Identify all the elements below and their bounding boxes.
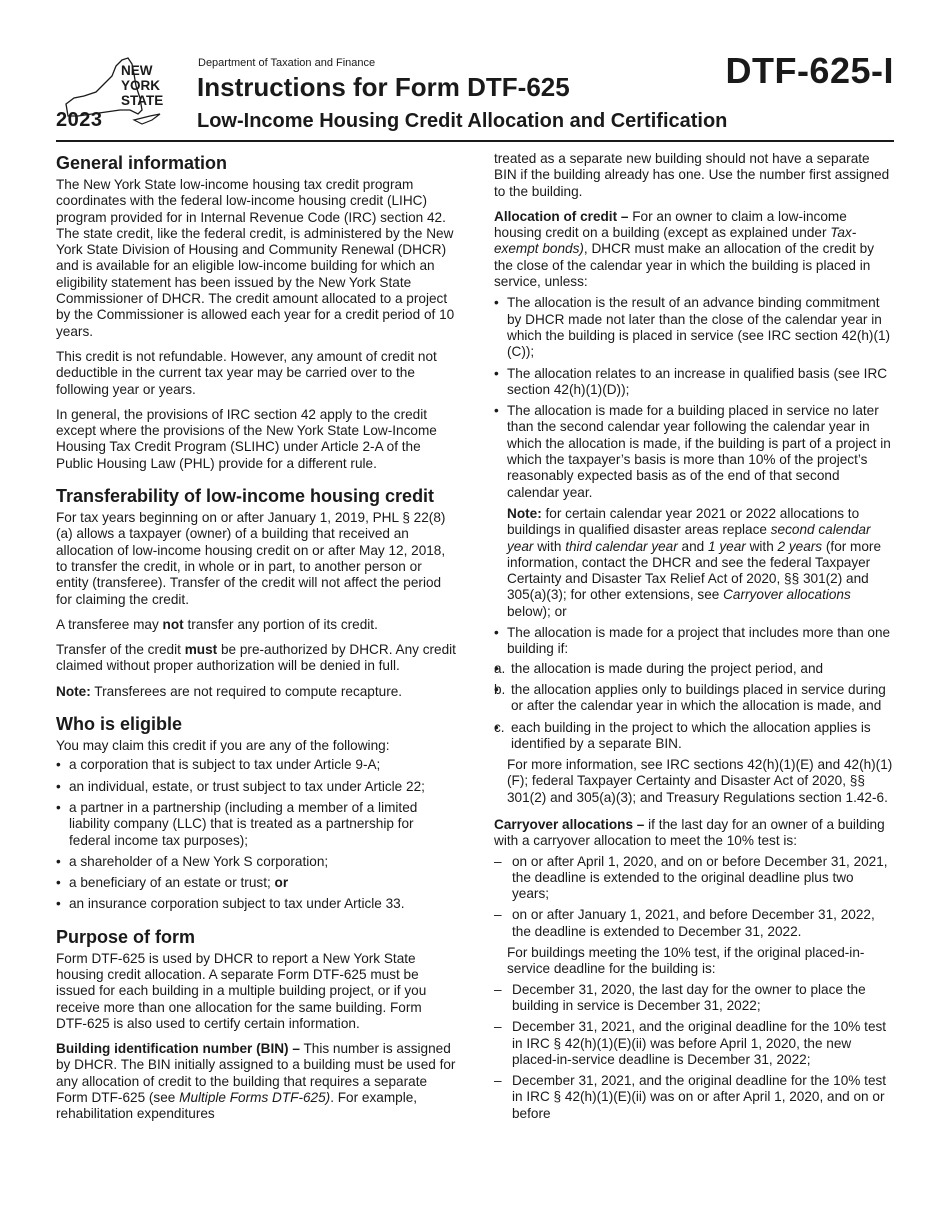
transfer-p3-a: Transfer of the credit [56,642,185,658]
note-label: Note: [507,505,542,521]
note-text-3: and [677,538,709,554]
sublist-marker: • a. [494,660,506,676]
purpose-heading: Purpose of form [56,926,196,947]
list-item: • The allocation is made for a building placed in service no later than the second calendar year following the calendar year in which the allocation is made, if the building is part of a project in which the taxpayer’s basis is more than 10% of the project’s reasonably expected basis as of the end of that second calendar year. [494,403,894,501]
eligible-intro: You may claim this credit if you are any of the following: [56,738,390,754]
transfer-p1: For tax years beginning on or after January 1, 2019, PHL § 22(8)(a) allows a taxpayer (owner) of a building that received an allocation of low-income housing credit on or after May 12, 2018, to transfer the credit, in whole or in part, to another person or entity (transferee). Transfer of the credit will not affect the period for claiming the credit. [56,510,446,607]
list-item: • an individual, estate, or trust subject to tax under Article 22; [56,779,456,795]
sublist-text: the allocation is made during the project period, and [511,660,824,676]
allocation-note [494,506,894,620]
carryover-intro [494,817,894,850]
logo-line-3: STATE [121,93,164,108]
list-item: – on or after April 1, 2020, and on or before December 31, 2021, the deadline is extended to the original deadline plus two years; [494,854,894,903]
list-item: – December 31, 2021, and the original deadline for the 10% test in IRC § 42(h)(1)(E)(ii) was on or after April 1, 2020, and on or before [494,1073,894,1122]
note-text-4: with [745,538,778,554]
note-text-5: (for more information, contact the DHCR and see the federal Taxpayer Certainty and Disaster Tax Relief Act of 2020, §§ 301(2) and 305(a)(3); for other extensions, see [507,538,882,603]
right-column [494,151,894,1131]
list-item-text: The allocation is made for a project that includes more than one building if: [507,625,891,657]
department-name: Department of Taxation and Finance [198,57,376,69]
carryover-list-2 [494,982,894,1122]
transfer-note [56,684,456,700]
carryover-text: if the last day for an owner of a building with a carryover allocation to meet the 10% test is: [494,816,885,849]
eligible-list [56,757,456,912]
list-item: • The allocation relates to an increase in qualified basis (see IRC section 42(h)(1)(D)); [494,366,894,399]
logo-line-2: YORK [121,78,161,93]
sublist-item [494,682,894,715]
carryover-intro-2: For buildings meeting the 10% test, if the original placed-in-service deadline for the building is: [507,945,865,977]
logo-line-1: NEW [121,63,153,78]
allocation-list [494,295,894,501]
note-italic-4: 2 years [777,538,823,554]
sublist-text: the allocation applies only to buildings placed in service during or after the calendar year in which the allocation is made, and [511,681,886,714]
allocation-intro [494,209,894,290]
list-item: • a shareholder of a New York S corporation; [56,854,456,870]
list-item: – December 31, 2020, the last day for the owner to place the building in service is December 31, 2022; [494,982,894,1015]
page-title: Instructions for Form DTF-625 [197,72,570,102]
list-item: – on or after January 1, 2021, and before December 31, 2022, the deadline is extended to December 31, 2022. [494,907,894,940]
note-text-1: for certain calendar year 2021 or 2022 allocations to buildings in qualified disaster areas replace [507,505,860,538]
page-header [0,0,950,140]
purpose-bin-continued: treated as a separate new building should not have a separate BIN if the building already has one. Use the number first assigned to the building. [494,151,890,199]
general-heading: General information [56,153,228,173]
note-italic-3: 1 year [708,538,746,554]
sublist-text: each building in the project to which the allocation applies is identified by a separate BIN. [511,719,871,751]
eligible-heading: Who is eligible [56,714,183,735]
transfer-p3-bold: must [184,642,218,658]
list-item: • The allocation is the result of an advance binding commitment by DHCR made not later than the close of the calendar year in which the building is placed in service (see IRC section 42(h)(1)(C)); [494,295,894,360]
purpose-p1: Form DTF-625 is used by DHCR to report a New York State housing credit allocation. A separate Form DTF-625 must be issued for each building in a multiple building project, or if you receive more than one allocation for the same building. Form DTF-625 is also used to certify certain information. [56,950,427,1031]
list-item [494,625,894,752]
page-subtitle: Low-Income Housing Credit Allocation and Certification [197,110,728,132]
bin-italic: Multiple Forms DTF-625) [179,1090,331,1106]
list-item: • an insurance corporation subject to tax under Article 33. [56,896,456,912]
general-p2: This credit is not refundable. However, any amount of credit not deductible in the current tax year may be carried over to the following year or years. [56,348,437,397]
allocation-italic: Tax-exempt bonds) [494,225,857,257]
general-p3: In general, the provisions of IRC section 42 apply to the credit except where the provisions of the New York State Low-Income Housing Tax Credit Program (SLIHC) under Article 2-A of the Public Housing Law (PHL) provide for a different rule. [56,406,437,471]
sublist-marker: • c. [494,719,505,735]
sublist-item [494,720,894,753]
transfer-p3 [56,642,456,675]
list-item-text: a beneficiary of an estate or trust; [69,875,275,891]
note-text-6: below); or [507,603,567,619]
allocation-label: Allocation of credit – [494,208,629,224]
bin-label: Building identification number (BIN) – [56,1041,300,1057]
transfer-p2-c: transfer any portion of its credit. [183,616,378,632]
carryover-list-1 [494,854,894,940]
transfer-p2-a: A transferee may [56,616,163,632]
transfer-p2 [56,617,456,633]
header-divider [56,140,894,142]
logo-text [121,63,163,108]
note-text-2: with [533,538,566,554]
allocation-text-2: , DHCR must make an allocation of the credit by the close of the calendar year in which the building is placed in service, unless: [494,241,875,290]
bin-text-1: This number is assigned by DHCR. The BIN initially assigned to a building must be used for any allocation of credit to the building that requires a separate Form DTF-625 (see [56,1041,456,1106]
sublist-marker: • b. [494,681,506,697]
list-item [56,875,456,891]
allocation-list-2 [494,625,894,752]
general-p1: The New York State low-income housing tax credit program coordinates with the federal low-income housing credit (LIHC) program provided for in Internal Revenue Code (IRC) section 42. The state credit, like the federal credit, is administered by the New York State Division of Housing and Community Renewal (DHCR) and is available for an eligible low-income building for which an eligibility statement has been issued by the New York State Commissioner of DHCR. The credit amount allocated to a project by the Commissioner is allowed each year for a credit period of 10 years. [56,177,455,339]
purpose-bin [56,1041,456,1122]
note-italic-1: second calendar year [507,522,871,554]
note-italic-5: Carryover allocations [723,587,851,603]
carryover-label: Carryover allocations – [494,816,645,832]
transfer-note-label: Note: [56,683,91,699]
sublist-item [494,661,894,677]
logo-year: 2023 [56,109,103,131]
note-italic-2: third calendar year [565,538,678,554]
list-item: – December 31, 2021, and the original deadline for the 10% test in IRC § 42(h)(1)(E)(ii) was before April 1, 2020, the new placed-in-service deadline is December 31, 2022; [494,1019,894,1068]
list-item: • a partner in a partnership (including a member of a limited liability company (LLC) that is treated as a partnership for federal income tax purposes); [56,800,456,849]
list-item: • a corporation that is subject to tax under Article 9-A; [56,757,456,773]
left-column [56,150,456,1132]
list-item-or: or [274,875,289,891]
transfer-heading: Transferability of low-income housing credit [56,486,435,507]
allocation-text-1: For an owner to claim a low-income housing credit on a building (except as explained under [494,208,847,241]
bin-text-2: . For example, rehabilitation expenditures [56,1090,418,1122]
allocation-more-info: For more information, see IRC sections 42(h)(1)(E) and 42(h)(1)(F); federal Taxpayer Certainty and Disaster Act of 2020, §§ 301(2) and 305(a)(3); and Treasury Regulations section 1.42-6. [507,757,893,805]
transfer-p2-bold: not [162,616,184,632]
form-id: DTF-625-I [725,50,894,91]
transfer-p3-c: be pre-authorized by DHCR. Any credit claimed without proper authorization will be denied in full. [56,642,456,674]
allocation-sublist [494,661,894,752]
transfer-note-text: Transferees are not required to compute recapture. [90,683,403,699]
